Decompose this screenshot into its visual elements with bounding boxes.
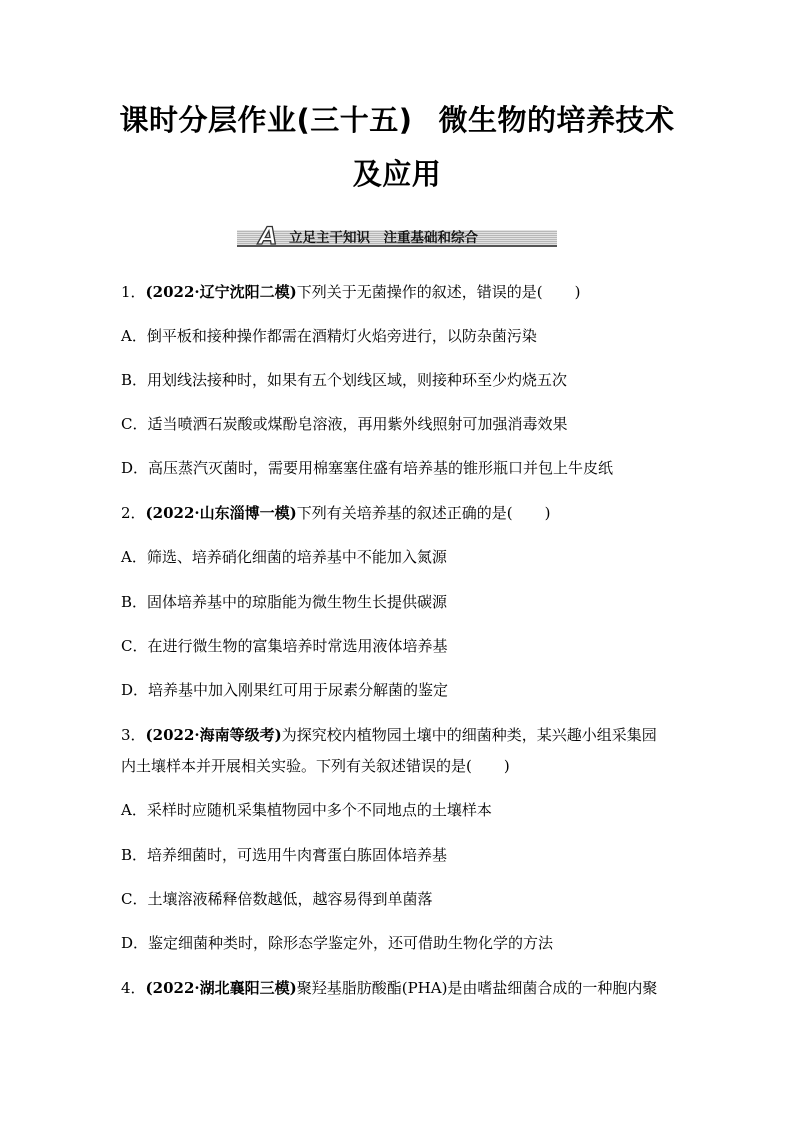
question-text: 为探究校内植物园土壤中的细菌种类，某兴趣小组采集园 [281, 726, 657, 744]
question-text: 聚羟基脂肪酸酯(PHA)是由嗜盐细菌合成的一种胞内聚 [296, 979, 658, 997]
question-2-option-a: A．筛选、培养硝化细菌的培养基中不能加入氮源 [121, 548, 447, 566]
page-title [0, 98, 794, 139]
question-1-stem: 1．(2022·辽宁沈阳二模)下列关于无菌操作的叙述，错误的是( ) [121, 283, 581, 301]
question-number: 3． [121, 726, 146, 744]
question-source: (2022·海南等级考) [145, 726, 282, 744]
question-1-option-b: B．用划线法接种时，如果有五个划线区域，则接种环至少灼烧五次 [121, 371, 568, 389]
question-source: (2022·湖北襄阳三模) [145, 979, 297, 997]
title-series: 课时分层作业(三十五) [119, 103, 413, 137]
question-3-stem-line2: 内土壤样本并开展相关实验。下列有关叙述错误的是( ) [121, 757, 510, 775]
question-number: 2． [121, 504, 146, 522]
question-number: 1． [121, 283, 146, 301]
question-number: 4． [121, 979, 146, 997]
question-3-option-a: A．采样时应随机采集植物园中多个不同地点的土壤样本 [121, 801, 492, 819]
question-1-option-a: A．倒平板和接种操作都需在酒精灯火焰旁进行，以防杂菌污染 [121, 327, 537, 345]
question-3-option-c: C．土壤溶液稀释倍数越低，越容易得到单菌落 [121, 890, 433, 908]
question-4-stem [121, 978, 657, 998]
question-source: (2022·辽宁沈阳二模) [145, 283, 297, 301]
question-3-option-d: D．鉴定细菌种类时，除形态学鉴定外，还可借助生物化学的方法 [121, 934, 554, 952]
question-source: (2022·山东淄博一模) [145, 504, 297, 522]
question-1-option-d: D．高压蒸汽灭菌时，需要用棉塞塞住盛有培养基的锥形瓶口并包上牛皮纸 [121, 459, 614, 477]
question-1-option-c: C．适当喷洒石炭酸或煤酚皂溶液，再用紫外线照射可加强消毒效果 [121, 415, 568, 433]
question-2-stem: 2．(2022·山东淄博一模)下列有关培养基的叙述正确的是( ) [121, 504, 551, 522]
title-topic: 微生物的培养技术 [438, 103, 675, 137]
question-3-stem [121, 725, 657, 745]
page-title-line2: 及应用 [352, 157, 442, 191]
question-2-option-b: B．固体培养基中的琼脂能为微生物生长提供碳源 [121, 593, 448, 611]
section-a-badge: A [258, 222, 278, 250]
question-2-option-d: D．培养基中加入刚果红可用于尿素分解菌的鉴定 [121, 681, 449, 699]
question-text: 下列有关培养基的叙述正确的是( [296, 504, 513, 522]
question-3-option-b: B．培养细菌时，可选用牛肉膏蛋白胨固体培养基 [121, 846, 448, 864]
section-banner [237, 222, 557, 250]
banner-text: 立足主干知识 注重基础和综合 [289, 230, 478, 246]
question-2-option-c: C．在进行微生物的富集培养时常选用液体培养基 [121, 637, 448, 655]
question-text: 下列关于无菌操作的叙述，错误的是( [296, 283, 543, 301]
